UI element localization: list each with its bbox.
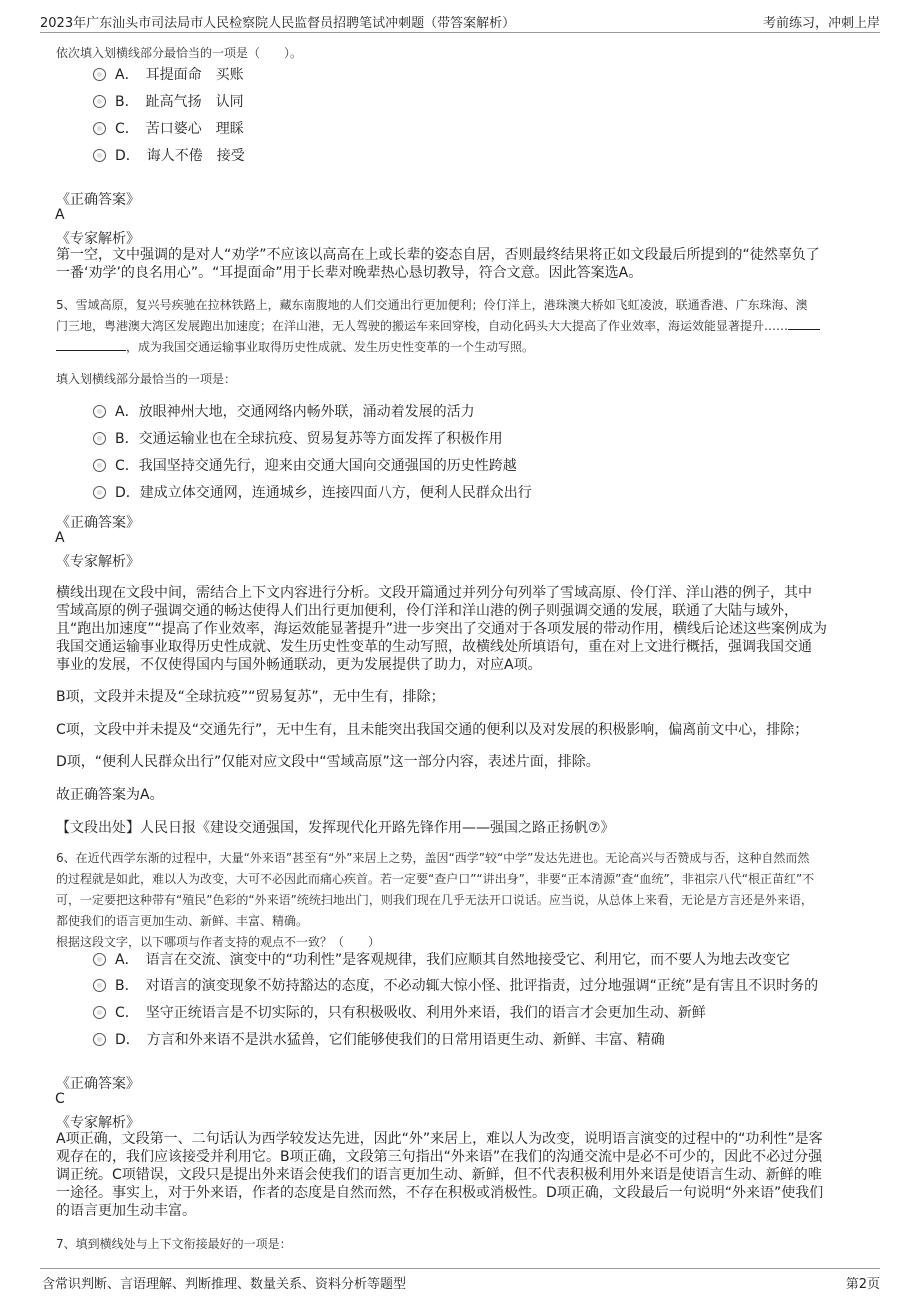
q5-analysis-label: 《专家解析》	[56, 554, 140, 570]
radio-icon[interactable]	[93, 122, 106, 135]
radio-icon[interactable]	[93, 486, 106, 499]
q4-answer: A	[55, 207, 65, 223]
page-header	[40, 10, 880, 33]
q7-stem: 7、填到横线处与上下文衔接最好的一项是：	[56, 1237, 292, 1251]
q6-prompt: 根据这段文字，以下哪项与作者支持的观点不一致？（ ）	[56, 935, 381, 949]
q5-option-d[interactable]: D．建成立体交通网，连通城乡，连接四面八方，便利人民群众出行	[93, 483, 532, 503]
q6-analysis: A项正确，文段第一、二句话认为西学较发达先进，因此“外”来居上，难以人为改变，说明语言演变的过程中的“功利性”是客 观存在的，我们应该接受并利用它。B项正确，文段第三句指出“外来语”在我们的沟通交流中是必不可少的，因此不必过分强 调正统。C项错误，文段只是提出外来语会使我们的语言更加生动、新鲜，但不代表积极利用外来语是使语言生动、新鲜的唯 一途径。事实上，对于外来语，作者的态度是自然而然，不存在积极或消极性。D项正确，文段最后一句说明“外来语”使我们 的语言更加生动丰富。	[56, 1131, 824, 1219]
q5-answer: A	[55, 530, 65, 546]
q5-source: 【文段出处】人民日报《建设交通强国，发挥现代化开路先锋作用——强国之路正扬帆⑦》	[56, 820, 615, 836]
radio-icon[interactable]	[93, 953, 106, 966]
answer-blank	[56, 338, 126, 351]
q5-analysis-b: B项，文段并未提及“全球抗疫”“贸易复苏”，无中生有，排除；	[56, 689, 445, 705]
radio-icon[interactable]	[93, 432, 106, 445]
q5-answer-label: 《正确答案》	[56, 515, 140, 531]
q6-option-b[interactable]: B． 对语言的演变现象不妨持豁达的态度，不必动辄大惊小怪、批评指责，过分地强调“正统”是有害且不识时务的	[93, 976, 818, 996]
q6-analysis-label: 《专家解析》	[56, 1115, 140, 1131]
q5-option-a[interactable]: A．放眼神州大地，交通网络内畅外联，涌动着发展的活力	[93, 402, 475, 422]
q4-option-c[interactable]: C． 苦口婆心 理睬	[93, 119, 244, 139]
q5-option-c[interactable]: C．我国坚持交通先行，迎来由交通大国向交通强国的历史性跨越	[93, 456, 517, 476]
q6-stem: 6、在近代西学东渐的过程中，大量“外来语”甚至有“外”来居上之势，盖因“西学”较“中学”发达先进也。无论高兴与否赞成与否，这种自然而然 的过程就是如此，难以人为改变，大可不必因此而痛心疾首。若一定要“查户口”“讲出身”，非要“正本清源”查“血统”，非祖宗八代“根正苗红”不 可，一定要把这种带有“殖民”色彩的“外来语”统统扫地出门，则我们现在几乎无法开口说话。应当说，从总体上来看，无论是方言还是外来语， 都使我们的语言更加生动、新鲜、丰富、精确。	[56, 851, 815, 928]
radio-icon[interactable]	[93, 68, 106, 81]
header-slogan: 考前练习，冲刺上岸	[762, 16, 880, 31]
q6-answer: C	[55, 1091, 65, 1107]
radio-icon[interactable]	[93, 95, 106, 108]
radio-icon[interactable]	[93, 1033, 106, 1046]
q4-prompt: 依次填入划横线部分最恰当的一项是（ ）。	[56, 46, 303, 60]
radio-icon[interactable]	[93, 149, 106, 162]
q5-prompt: 填入划横线部分最恰当的一项是：	[56, 372, 237, 386]
answer-blank	[788, 317, 820, 330]
page-number: 第2页	[845, 1277, 880, 1292]
q5-analysis-c: C项，文段中并未提及“交通先行”，无中生有，且未能突出我国交通的便利以及对发展的积极影响，偏离前文中心，排除；	[56, 722, 809, 738]
q4-analysis: 第一空，文中强调的是对人“劝学”不应该以高高在上或长辈的姿态自居，否则最终结果将正如文段最后所提到的“徒然辜负了 一番‘劝学’的良名用心”。“耳提面命”用于长辈对晚辈热心恳切教导，符合文意。因此答案选A。	[56, 247, 820, 281]
q5-option-b[interactable]: B．交通运输业也在全球抗疫、贸易复苏等方面发挥了积极作用	[93, 429, 503, 449]
q5-analysis-d: D项，“便利人民群众出行”仅能对应文段中“雪域高原”这一部分内容，表述片面，排除。	[56, 754, 600, 770]
q4-analysis-label: 《专家解析》	[56, 231, 140, 247]
radio-icon[interactable]	[93, 405, 106, 418]
q5-stem: 5、雪域高原，复兴号疾驰在拉林铁路上，藏东南腹地的人们交通出行更加便利；伶仃洋上，港珠澳大桥如飞虹凌波，联通香港、广东珠海、澳 门三地，粤港澳大湾区发展跑出加速度；在洋山港，无人驾驶的搬运车来回穿梭，自动化码头大大提高了作业效率，海运效能显著提升…… ，成为我国交通运输事业取得历史性成就、发生历史性变革的一个生动写照。	[56, 295, 876, 358]
page-footer	[40, 1268, 880, 1293]
q5-conclusion: 故正确答案为A。	[56, 787, 164, 803]
q4-option-a[interactable]: A． 耳提面命 买账	[93, 65, 244, 85]
footer-note: 含常识判断、言语理解、判断推理、数量关系、资料分析等题型	[42, 1277, 407, 1292]
radio-icon[interactable]	[93, 459, 106, 472]
q5-analysis-main: 横线出现在文段中间，需结合上下文内容进行分析。文段开篇通过并列分句列举了雪域高原、伶仃洋、洋山港的例子，其中 雪域高原的例子强调交通的畅达使得人们出行更加便利，伶仃洋和洋山港的例子则强调交通的发展，联通了大陆与域外， 且“跑出加速度”“提高了作业效率，海运效能显著提升”进一步突出了交通对于各项发展的带动作用，横线后论述这些案例成为 我国交通运输事业取得历史性成就、发生历史性变革的生动写照，故横线处所填语句，重在对上文进行概括，强调我国交通 事业的发展，不仅使得国内与国外畅通联动，更为发展提供了助力，对应A项。	[56, 585, 828, 673]
q6-option-d[interactable]: D． 方言和外来语不是洪水猛兽，它们能够使我们的日常用语更生动、新鲜、丰富、精确	[93, 1030, 665, 1050]
q6-option-c[interactable]: C． 坚守正统语言是不切实际的，只有积极吸收、利用外来语，我们的语言才会更加生动、新鲜	[93, 1003, 706, 1023]
q6-answer-label: 《正确答案》	[56, 1076, 140, 1092]
radio-icon[interactable]	[93, 979, 106, 992]
q4-option-b[interactable]: B． 趾高气扬 认同	[93, 92, 244, 112]
radio-icon[interactable]	[93, 1006, 106, 1019]
q6-option-a[interactable]: A． 语言在交流、演变中的“功利性”是客观规律，我们应顺其自然地接受它、利用它，而不要人为地去改变它	[93, 950, 790, 970]
q4-option-d[interactable]: D． 诲人不倦 接受	[93, 146, 245, 166]
document-title: 2023年广东汕头市司法局市人民检察院人民监督员招聘笔试冲刺题（带答案解析）	[40, 16, 516, 31]
q4-answer-label: 《正确答案》	[56, 192, 140, 208]
